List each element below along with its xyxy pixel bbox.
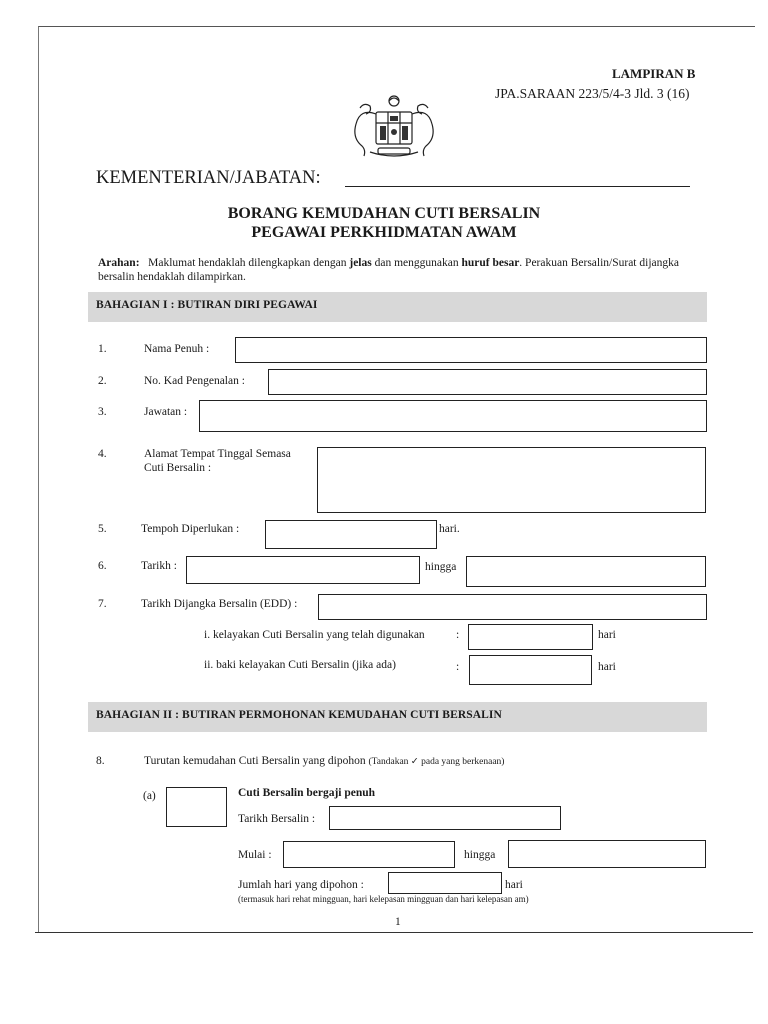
full-name-input[interactable] [235,337,707,363]
used-entitlement-input[interactable] [468,624,593,650]
item-number: 5. [98,523,107,535]
page-number: 1 [395,916,401,928]
used-entitlement-unit: hari [598,629,616,641]
date-from-input[interactable] [186,556,420,584]
full-name-label: Nama Penuh : [144,343,210,355]
instructions [98,256,708,284]
option-a-checkbox[interactable] [166,787,227,827]
item-number: 1. [98,343,107,355]
address-label-2: Cuti Bersalin : [144,462,212,474]
sequence-label-text: Turutan kemudahan Cuti Bersalin yang dipohon [144,755,366,767]
balance-entitlement-unit: hari [598,661,616,673]
lampiran-label: LAMPIRAN B [612,66,696,81]
sequence-label [144,755,504,767]
birth-date-label: Tarikh Bersalin : [238,813,316,825]
sequence-note: (Tandakan ✓ pada yang berkenaan) [368,757,505,767]
instructions-text-a: Maklumat hendaklah dilengkapkan dengan [148,257,347,269]
days-requested-label: Jumlah hari yang dipohon : [238,879,364,891]
days-requested-input[interactable] [388,872,502,894]
item-number: 7. [98,598,107,610]
instructions-text-b: dan menggunakan [374,257,459,269]
section1-header [88,292,707,322]
option-a-marker: (a) [143,790,156,802]
address-label: Alamat Tempat Tinggal Semasa [144,448,291,460]
start-date-input[interactable] [283,841,455,868]
end-date-label: hingga [464,849,496,861]
item-number: 3. [98,406,107,418]
instructions-bold-2: huruf besar [461,257,520,269]
option-a-title: Cuti Bersalin bergaji penuh [238,787,376,799]
reference-number: JPA.SARAAN 223/5/4-3 Jld. 3 (16) [495,86,690,101]
duration-unit: hari. [439,523,460,535]
start-date-label: Mulai : [238,849,272,861]
instructions-text-c: . Perakuan Bersalin/Surat dijangka bersalin hendaklah dilampirkan. [98,257,679,283]
section1-title: BAHAGIAN I : BUTIRAN DIRI PEGAWAI [96,299,318,311]
end-date-input[interactable] [508,840,706,868]
instructions-label: Arahan: [98,257,140,269]
days-requested-note: (termasuk hari rehat mingguan, hari kelepasan mingguan dan hari kelepasan am) [238,894,529,904]
ic-number-input[interactable] [268,369,707,395]
date-to-label: hingga [425,561,457,573]
edd-label: Tarikh Dijangka Bersalin (EDD) : [141,598,298,610]
balance-entitlement-colon: : [456,661,460,673]
ministry-label: KEMENTERIAN/JABATAN: [96,168,321,188]
duration-label: Tempoh Diperlukan : [141,523,240,535]
date-to-input[interactable] [466,556,706,587]
position-input[interactable] [199,400,707,432]
edd-input[interactable] [318,594,707,620]
section2-title: BAHAGIAN II : BUTIRAN PERMOHONAN KEMUDAHAN CUTI BERSALIN [96,709,502,721]
duration-input[interactable] [265,520,437,549]
birth-date-input[interactable] [329,806,561,830]
instructions-bold-1: jelas [349,257,372,269]
date-label: Tarikh : [141,560,177,572]
address-input[interactable] [317,447,706,513]
form-title-line2: PEGAWAI PERKHIDMATAN AWAM [251,224,517,241]
used-entitlement-label: i. kelayakan Cuti Bersalin yang telah digunakan [204,629,425,641]
balance-entitlement-label: ii. baki kelayakan Cuti Bersalin (jika ada) [204,659,396,671]
section2-header [88,702,707,732]
bottom-rule [35,932,753,933]
balance-entitlement-input[interactable] [469,655,592,685]
ministry-input-line[interactable] [345,186,690,187]
ic-number-label: No. Kad Pengenalan : [144,375,245,387]
item-number: 4. [98,448,107,460]
days-requested-unit: hari [505,879,523,891]
position-label: Jawatan : [144,406,188,418]
item-number: 8. [96,755,105,767]
used-entitlement-colon: : [456,629,460,641]
item-number: 2. [98,375,107,387]
item-number: 6. [98,560,107,572]
coat-of-arms-icon [346,92,442,164]
form-title-line1: BORANG KEMUDAHAN CUTI BERSALIN [227,205,541,222]
